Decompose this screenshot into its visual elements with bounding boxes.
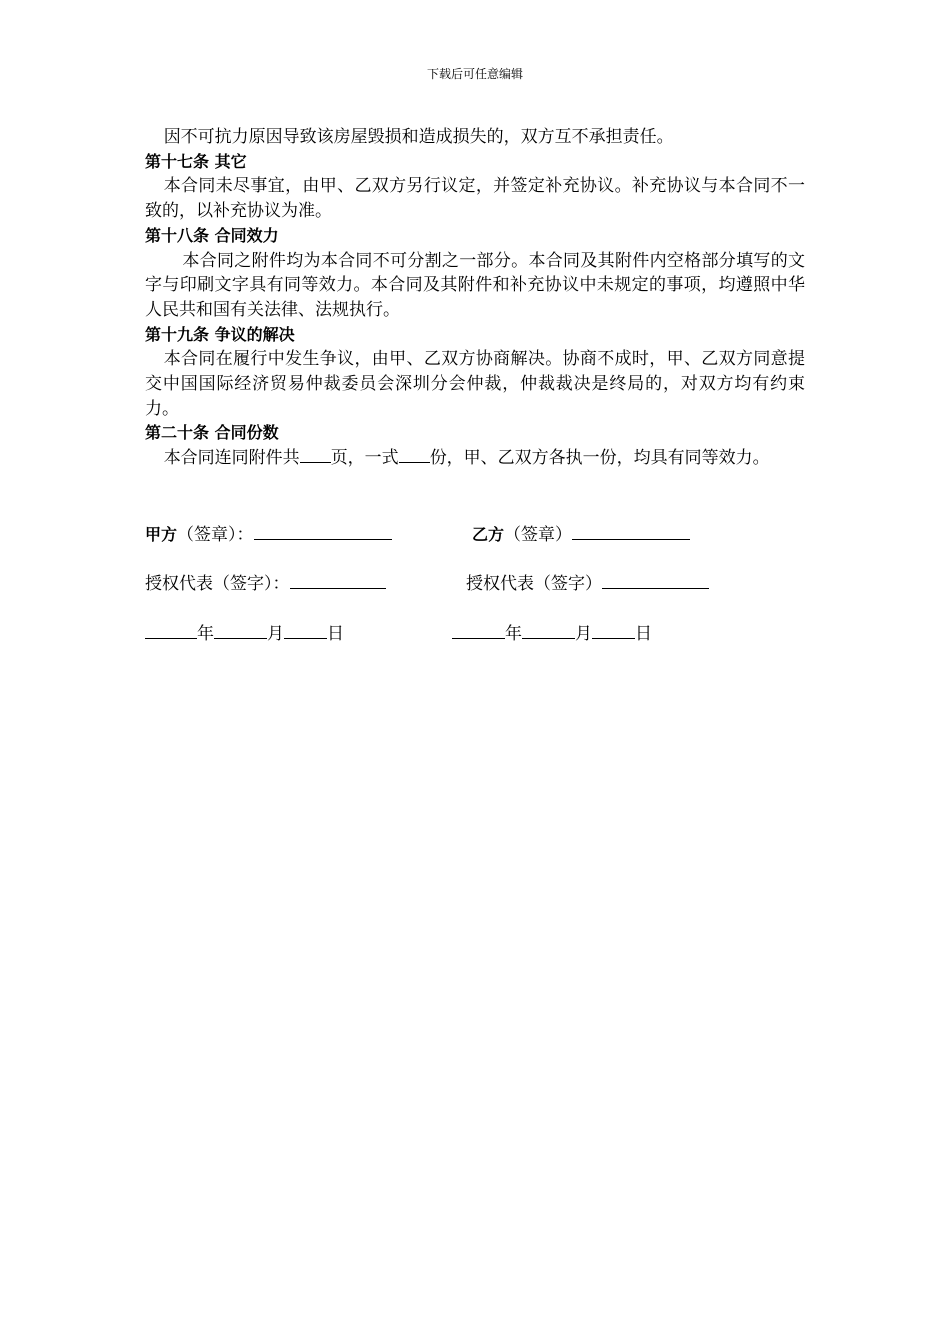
- date-b-day-label: 日: [635, 624, 652, 644]
- party-b-signature: [472, 523, 690, 547]
- date-a-day-label: 日: [327, 624, 344, 644]
- date-b-day-blank[interactable]: [592, 623, 635, 639]
- date-a: [145, 622, 344, 646]
- article-19-title: 第十九条 争议的解决: [145, 324, 295, 344]
- date-a-month-label: 月: [267, 624, 284, 644]
- rep-b-label: 授权代表（签字）: [466, 574, 602, 594]
- date-a-year-label: 年: [197, 624, 214, 644]
- page-header: 下载后可任意编辑: [426, 67, 523, 81]
- article-20-text: [145, 446, 805, 471]
- article-20-text-part3: 份，甲、乙双方各执一份，均具有同等效力。: [429, 448, 770, 469]
- force-majeure-paragraph: 因不可抗力原因导致该房屋毁损和造成损失的，双方互不承担责任。: [163, 127, 674, 147]
- article-17-text: 本合同未尽事宜，由甲、乙双方另行议定，并签定补充协议。补充协议与本合同不一致的，以补充协议为准。: [145, 176, 805, 222]
- date-b-month-blank[interactable]: [522, 623, 575, 639]
- article-20-text-part2: 页，一式: [330, 448, 399, 469]
- rep-a-blank[interactable]: [290, 573, 386, 589]
- rep-b-blank[interactable]: [602, 573, 709, 589]
- article-20-text-part1: 本合同连同附件共: [163, 448, 300, 469]
- rep-a-signature: [145, 572, 386, 596]
- copies-blank[interactable]: [399, 447, 430, 463]
- article-20-title: 第二十条 合同份数: [145, 423, 279, 443]
- party-a-label: 甲方: [145, 525, 178, 544]
- article-18-title: 第十八条 合同效力: [145, 225, 279, 245]
- party-b-label: 乙方: [472, 525, 505, 544]
- date-a-month-blank[interactable]: [214, 623, 267, 639]
- rep-b-signature: [466, 572, 709, 596]
- date-b-month-label: 月: [575, 624, 592, 644]
- contract-body: [145, 125, 805, 471]
- party-a-seal-blank[interactable]: [254, 524, 392, 540]
- party-b-seal-label: （签章）: [504, 525, 573, 545]
- pages-blank[interactable]: [300, 447, 331, 463]
- article-18-text: 本合同之附件均为本合同不可分割之一部分。本合同及其附件内空格部分填写的文字与印刷文字具有同等效力。本合同及其附件和补充协议中未规定的事项，均遵照中华人民共和国有关法律、法规执行。: [145, 250, 805, 320]
- party-a-signature: [145, 523, 392, 547]
- date-b-year-label: 年: [505, 624, 522, 644]
- date-a-year-blank[interactable]: [145, 623, 197, 639]
- party-a-seal-label: （签章）：: [177, 525, 254, 545]
- party-b-seal-blank[interactable]: [572, 524, 690, 540]
- date-b-year-blank[interactable]: [452, 623, 505, 639]
- date-b: [452, 622, 652, 646]
- date-a-day-blank[interactable]: [284, 623, 327, 639]
- rep-a-label: 授权代表（签字）：: [145, 574, 290, 594]
- article-19-text: 本合同在履行中发生争议，由甲、乙双方协商解决。协商不成时，甲、乙双方同意提交中国国际经济贸易仲裁委员会深圳分会仲裁，仲裁裁决是终局的，对双方均有约束力。: [145, 349, 805, 419]
- article-17-title: 第十七条 其它: [145, 151, 247, 171]
